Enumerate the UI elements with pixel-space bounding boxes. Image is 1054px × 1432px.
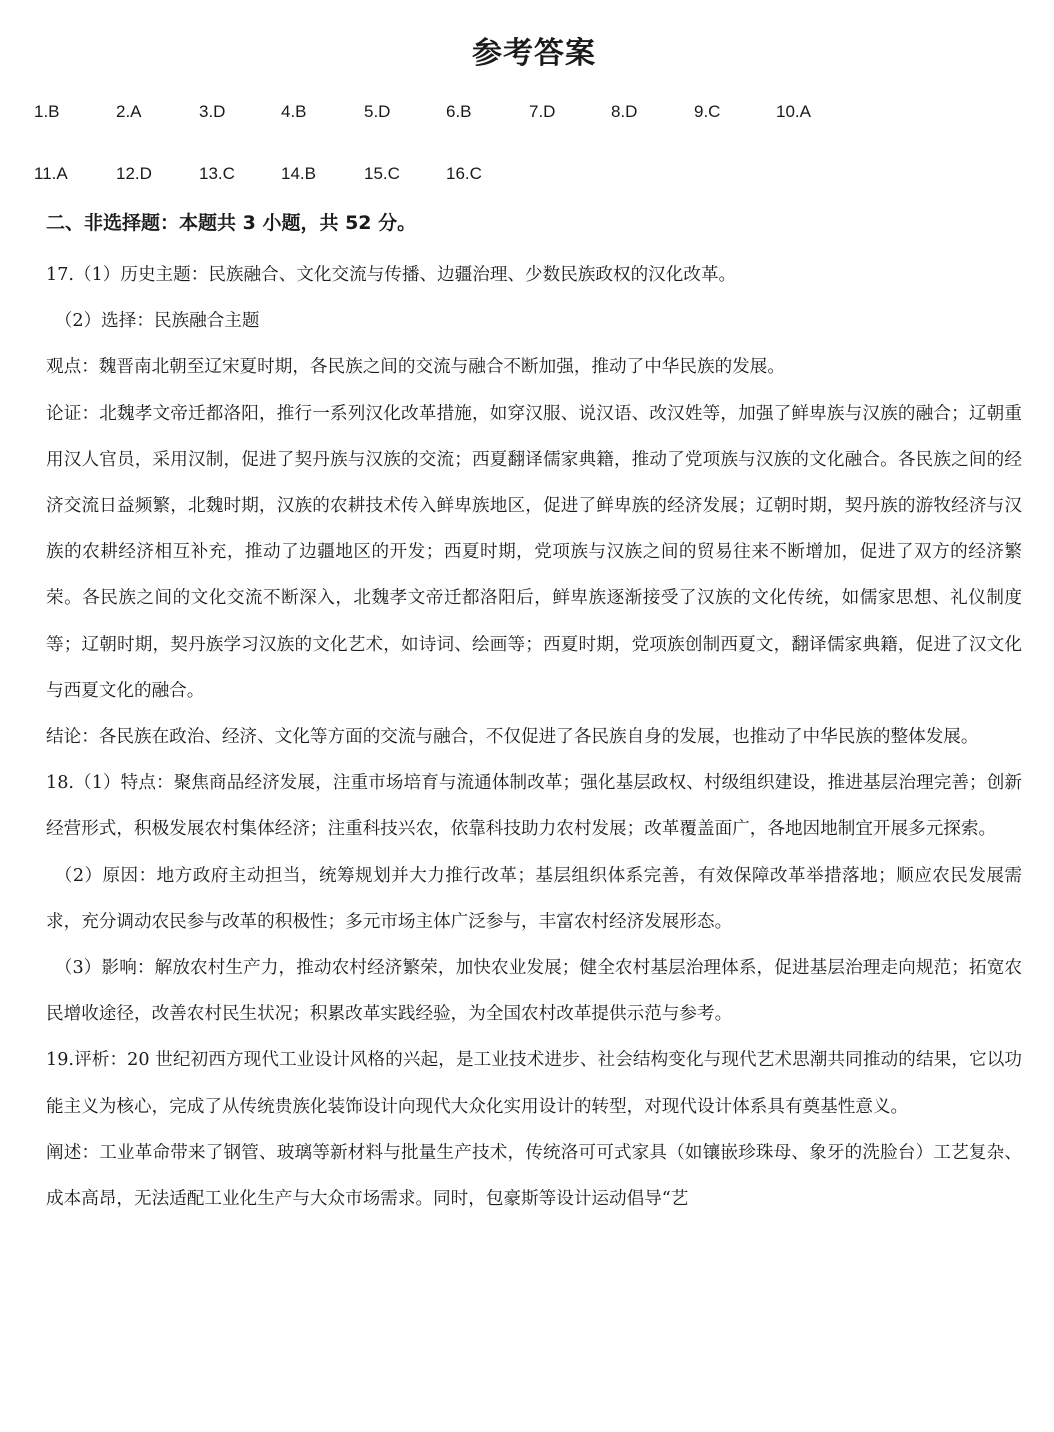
answer-item: 14.B (281, 164, 316, 183)
page-title: 参考答案 (472, 36, 596, 71)
answer-item: 4.B (281, 102, 307, 121)
answer-body (46, 252, 1022, 1222)
answer-item: 6.B (446, 102, 472, 121)
q18-part3: （3）影响：解放农村生产力，推动农村经济繁荣，加快农业发展；健全农村基层治理体系，促进基层治理走向规范；拓宽农民增收途径，改善农村民生状况；积累改革实践经验，为全国农村改革提供示范与参考。 (46, 958, 1022, 1025)
answer-item: 15.C (364, 164, 400, 183)
answer-item: 7.D (529, 102, 556, 121)
answer-item: 10.A (776, 102, 811, 121)
q17-part2: （2）选择：民族融合主题 (54, 311, 260, 332)
q17-part1: 17.（1）历史主题：民族融合、文化交流与传播、边疆治理、少数民族政权的汉化改革。 (46, 265, 737, 285)
answer-item: 12.D (116, 164, 152, 183)
answer-item: 9.C (694, 102, 721, 121)
answer-item: 1.B (34, 102, 60, 121)
q17-argument: 论证：北魏孝文帝迁都洛阳，推行一系列汉化改革措施，如穿汉服、说汉语、改汉姓等，加强了鲜卑族与汉族的融合；辽朝重用汉人官员，采用汉制，促进了契丹族与汉族的交流；西夏翻译儒家典籍，推动了党项族与汉族的文化融合。各民族之间的经济交流日益频繁，北魏时期，汉族的农耕技术传入鲜卑族地区，促进了鲜卑族的经济发展；辽朝时期，契丹族的游牧经济与汉族的农耕经济相互补充，推动了边疆地区的开发；西夏时期，党项族与汉族之间的贸易往来不断增加，促进了双方的经济繁荣。各民族之间的文化交流不断深入，北魏孝文帝迁都洛阳后，鲜卑族逐渐接受了汉族的文化传统，如儒家思想、礼仪制度等；辽朝时期，契丹族学习汉族的文化艺术，如诗词、绘画等；西夏时期，党项族创制西夏文，翻译儒家典籍，促进了汉文化与西夏文化的融合。 (46, 403, 1022, 701)
answer-item: 11.A (34, 164, 68, 183)
q18-part1: 18.（1）特点：聚焦商品经济发展，注重市场培育与流通体制改革；强化基层政权、村级组织建设，推进基层治理完善；创新经营形式，积极发展农村集体经济；注重科技兴农，依靠科技助力农村发展；改革覆盖面广，各地因地制宜开展多元探索。 (46, 773, 1022, 840)
q17-conclusion: 结论：各民族在政治、经济、文化等方面的交流与融合，不仅促进了各民族自身的发展，也推动了中华民族的整体发展。 (46, 727, 979, 748)
answer-item: 2.A (116, 102, 142, 121)
q19-evaluation: 19.评析：20 世纪初西方现代工业设计风格的兴起，是工业技术进步、社会结构变化与现代艺术思潮共同推动的结果，它以功能主义为核心，完成了从传统贵族化装饰设计向现代大众化实用设计的转型，对现代设计体系具有奠基性意义。 (46, 1050, 1022, 1117)
answer-item: 5.D (364, 102, 391, 121)
answer-item: 16.C (446, 164, 482, 183)
answer-item: 3.D (199, 102, 226, 121)
section-heading: 二、非选择题：本题共 3 小题，共 52 分。 (46, 212, 417, 234)
q18-part2: （2）原因：地方政府主动担当，统筹规划并大力推行改革；基层组织体系完善，有效保障改革举措落地；顺应农民发展需求，充分调动农民参与改革的积极性；多元市场主体广泛参与，丰富农村经济发展形态。 (46, 865, 1022, 932)
q19-elaboration: 阐述：工业革命带来了钢管、玻璃等新材料与批量生产技术，传统洛可可式家具（如镶嵌珍珠母、象牙的洗脸台）工艺复杂、成本高昂，无法适配工业化生产与大众市场需求。同时，包豪斯等设计运动倡导“艺 (46, 1142, 1022, 1210)
answer-item: 8.D (611, 102, 638, 121)
q17-viewpoint: 观点：魏晋南北朝至辽宋夏时期，各民族之间的交流与融合不断加强，推动了中华民族的发展。 (46, 357, 785, 378)
answer-item: 13.C (199, 164, 235, 183)
